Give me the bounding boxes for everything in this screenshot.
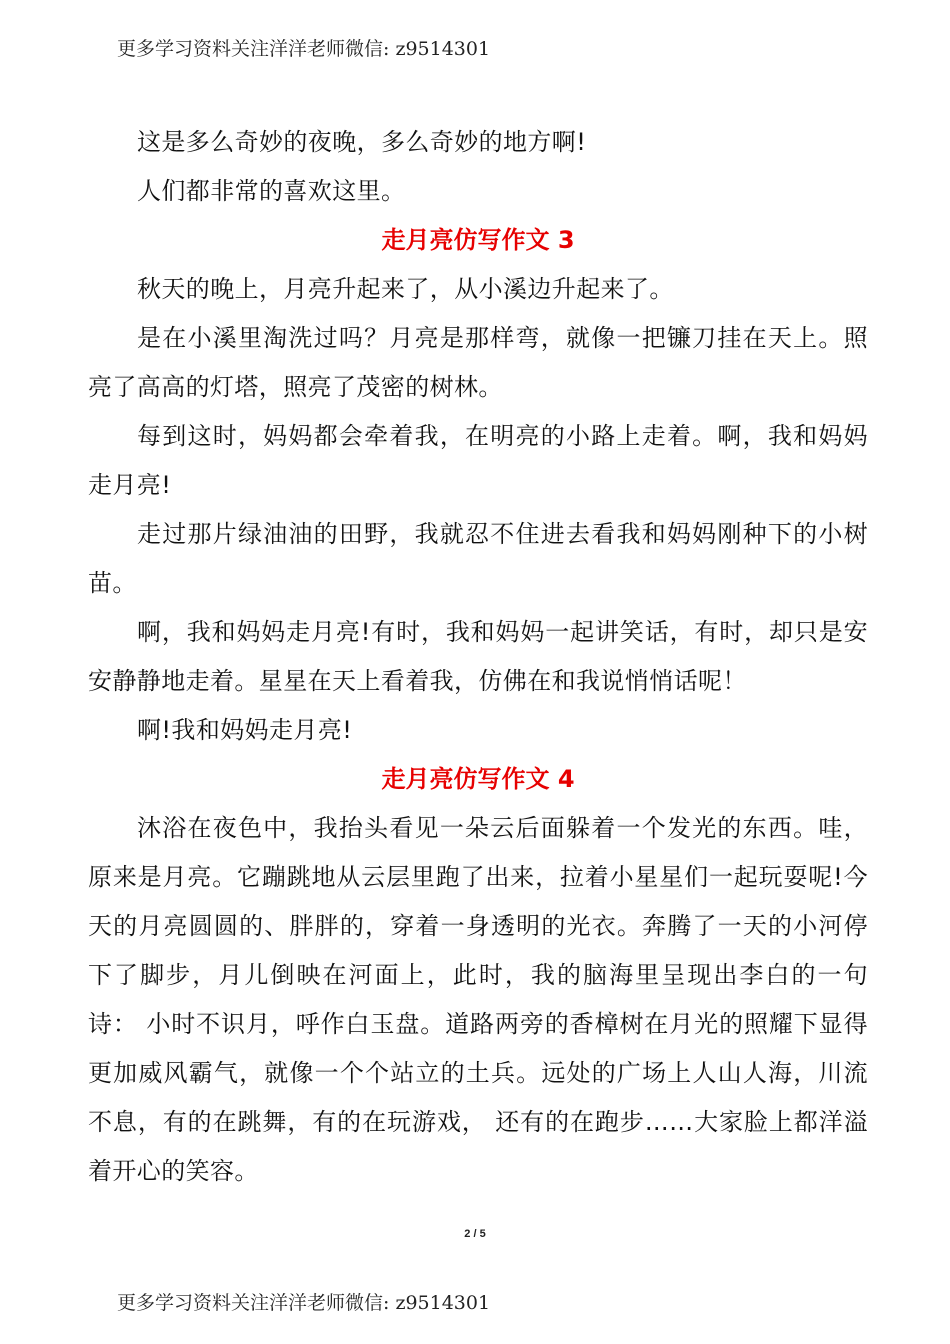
essay-3-paragraph-1: 秋天的晚上，月亮升起来了，从小溪边升起来了。	[137, 275, 674, 303]
essay-3-paragraph-4: 走过那片绿油油的田野，我就忍不住进去看我和妈妈刚种下的小树苗。	[88, 520, 868, 597]
page-number: 2 / 5	[464, 1228, 486, 1240]
essay-3-paragraph-3: 每到这时，妈妈都会牵着我，在明亮的小路上走着。啊，我和妈妈走月亮!	[88, 422, 868, 499]
essay-3-paragraph-6: 啊!我和妈妈走月亮!	[137, 716, 353, 744]
essay-4-title: 走月亮仿写作文 4	[381, 765, 575, 793]
header-watermark-note: 更多学习资料关注洋洋老师微信: z9514301	[117, 38, 491, 60]
intro-line-1: 这是多么奇妙的夜晚，多么奇妙的地方啊!	[137, 128, 587, 156]
document-body	[88, 118, 868, 1196]
intro-line-2: 人们都非常的喜欢这里。	[137, 177, 406, 205]
essay-3-paragraph-2: 是在小溪里淘洗过吗？月亮是那样弯，就像一把镰刀挂在天上。照亮了高高的灯塔，照亮了茂密的树林。	[88, 324, 868, 401]
essay-3-title: 走月亮仿写作文 3	[381, 226, 575, 254]
essay-3-paragraph-5: 啊，我和妈妈走月亮!有时，我和妈妈一起讲笑话，有时，却只是安安静静地走着。星星在天上看着我，仿佛在和我说悄悄话呢！	[88, 618, 868, 695]
footer-watermark-note: 更多学习资料关注洋洋老师微信: z9514301	[117, 1292, 491, 1314]
essay-4-paragraph-1: 沐浴在夜色中，我抬头看见一朵云后面躲着一个发光的东西。哇，原来是月亮。它蹦跳地从云层里跑了出来，拉着小星星们一起玩耍呢!今天的月亮圆圆的、胖胖的，穿着一身透明的光衣。奔腾了一天的小河停下了脚步，月儿倒映在河面上，此时，我的脑海里呈现出李白的一句诗： 小时不识月，呼作白玉盘。道路两旁的香樟树在月光的照耀下显得更加威风霸气，就像一个个站立的土兵。远处的广场上人山人海，川流不息，有的在跳舞，有的在玩游戏， 还有的在跑步……大家脸上都洋溢着开心的笑容。	[88, 814, 868, 1185]
